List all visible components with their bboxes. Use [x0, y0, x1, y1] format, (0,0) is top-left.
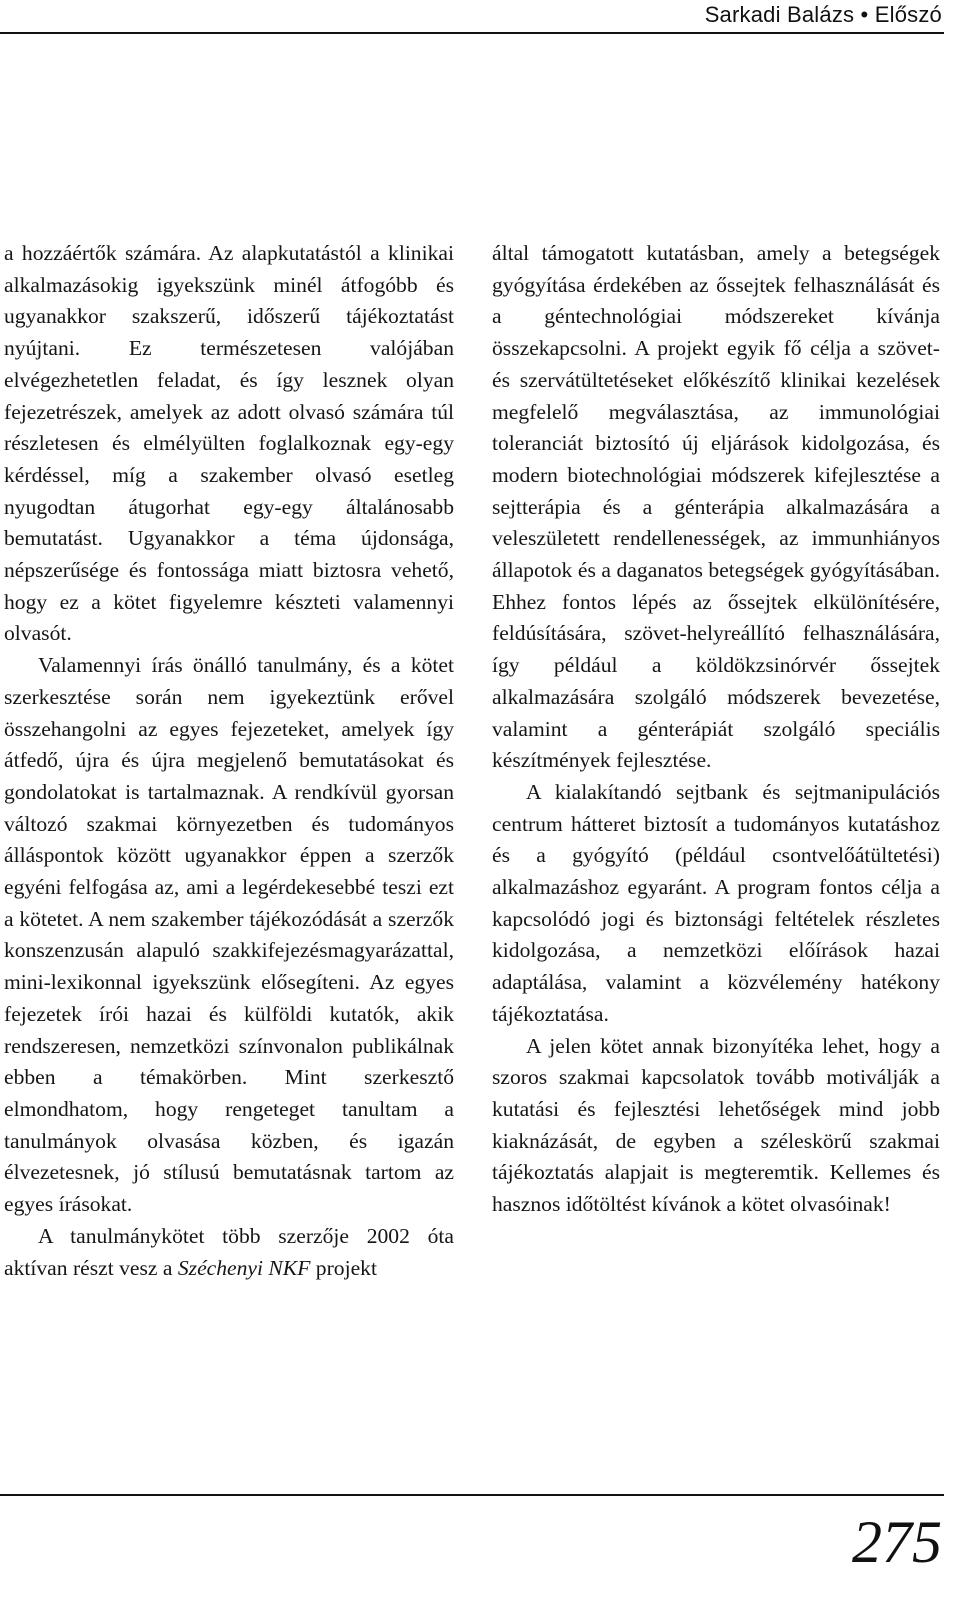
page-header — [0, 0, 960, 34]
left-column — [4, 238, 454, 1284]
right-paragraph-2: A kialakítandó sejtbank és sejtmanipulációs centrum hátteret biztosít a tudományos kutatáshoz és a gyógyító (például csontvelőátültetési) alkalmazáshoz egyaránt. A program fontos célja a kapcsolódó jogi és biztonsági feltételek részletes kidolgozása, a nemzetközi előírások hazai adaptálása, valamint a közvélemény hatékony tájékoztatása. — [492, 779, 940, 1026]
program-name: Széchenyi NKF — [177, 1255, 311, 1280]
running-title: Sarkadi Balázs • Előszó — [704, 2, 942, 27]
header-rule — [0, 32, 944, 34]
right-column — [492, 238, 940, 1221]
left-paragraph-2: Valamennyi írás önálló tanulmány, és a kötet szerkesztése során nem igyekeztünk erővel összehangolni az egyes fejezeteket, amelyek így átfedő, újra és újra megjelenő bemutatásokat és gondolatokat is tartalmaznak. A rendkívül gyorsan változó szakmai környezetben és tudományos álláspontok között ugyanakkor éppen a szerzők egyéni felfogása az, ami a legérdekesebbé teszi ezt a kötetet. A nem szakember tájékozódását a szerzők konszenzusán alapuló szakkifejezésmagyarázattal, mini-lexikonnal igyekszünk elősegíteni. Az egyes fejezetek írói hazai és külföldi kutatók, akik rendszeresen, nemzetközi színvonalon publikálnak ebben a témakörben. Mint szerkesztő elmondhatom, hogy rengeteget tanultam a tanulmányok olvasása közben, és igazán élvezetesnek, jó stílusú bemutatásnak tartom az egyes írásokat. — [4, 653, 454, 1217]
left-paragraph-1: a hozzáértők számára. Az alapkutatástól a klinikai alkalmazásokig igyekszünk minél átfogóbb és ugyanakkor szakszerű, időszerű tájékoztatást nyújtani. Ez természetesen valójában elvégezhetetlen feladat, és így lesznek olyan fejezetrészek, amelyek az adott olvasó számára túl részletesen és elmélyülten foglalkoznak egy-egy kérdéssel, míg a szakember olvasó esetleg nyugodtan átugorhat egy-egy általánosabb bemutatást. Ugyanakkor a téma újdonsága, népszerűsége és fontossága miatt biztosra vehető, hogy ez a kötet figyelemre készteti valamennyi olvasót. — [4, 241, 454, 646]
footer-rule — [0, 1494, 944, 1496]
right-paragraph-1: által támogatott kutatásban, amely a betegségek gyógyítása érdekében az őssejtek felhasználását és a géntechnológiai módszereket kívánja összekapcsolni. A projekt egyik fő célja a szövet- és szervátültetéseket előkészítő klinikai kezelések megfelelő megválasztása, az immunológiai toleranciát biztosító új eljárások kidolgozása, és modern biotechnológiai módszerek kifejlesztése a sejtterápia és a génterápia alkalmazására a veleszületett rendellenességek, az immunhiányos állapotok és a daganatos betegségek gyógyításában. Ehhez fontos lépés az őssejtek elkülönítésére, feldúsítására, szövet-helyreállító felhasználására, így például a köldökzsinórvér őssejtek alkalmazására szolgáló módszerek bevezetése, valamint a génterápiát szolgáló speciális készítmények fejlesztése. — [492, 241, 940, 773]
left-paragraph-3 — [4, 1221, 454, 1284]
left-paragraph-3-end: projekt — [310, 1255, 377, 1280]
left-paragraph-3-start: A tanulmánykötet több szerzője 2002 óta aktívan részt vesz a — [4, 1223, 454, 1280]
page-number: 275 — [852, 1509, 942, 1575]
right-paragraph-3: A jelen kötet annak bizonyítéka lehet, hogy a szoros szakmai kapcsolatok tovább motiválják a kutatási és fejlesztési lehetőségek mind jobb kiaknázását, de egyben a széleskörű szakmai tájékoztatás alapjait is megteremtik. Kellemes és hasznos időtöltést kívánok a kötet olvasóinak! — [492, 1033, 940, 1217]
